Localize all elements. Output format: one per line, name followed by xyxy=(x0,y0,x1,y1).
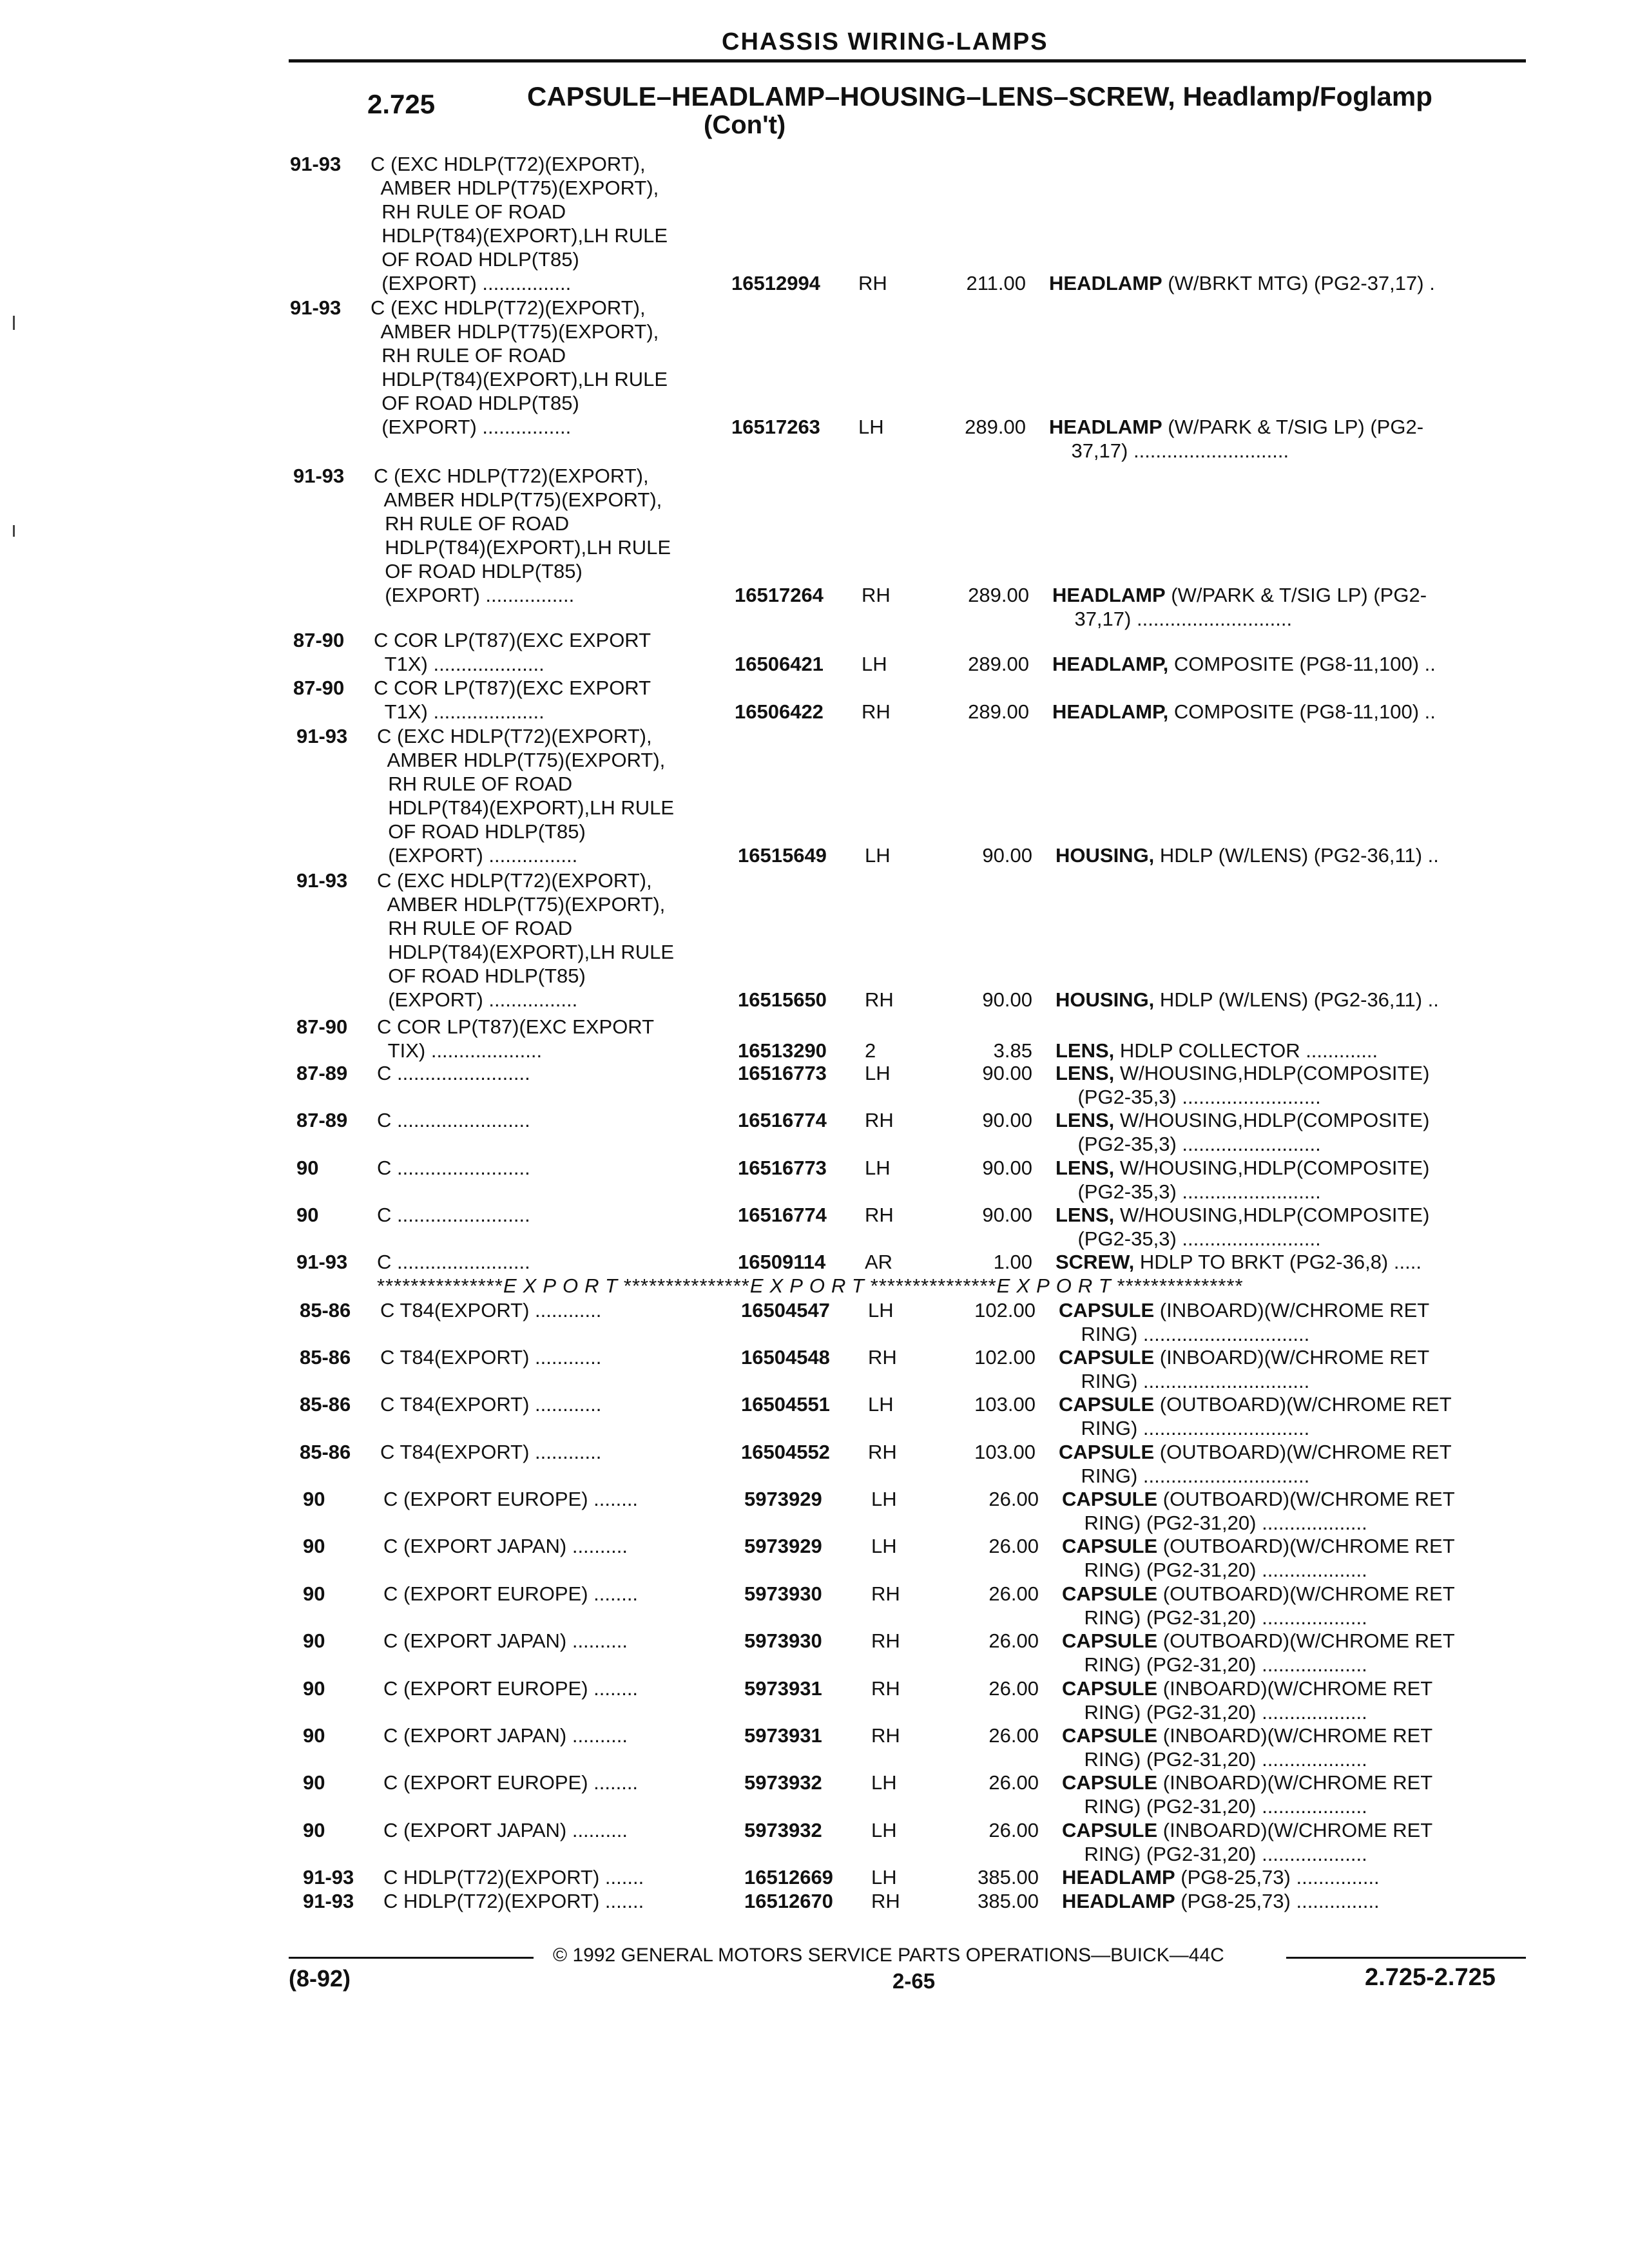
entry-description: C ........................ xyxy=(377,1204,530,1226)
entry-amount: 90.00 xyxy=(982,1204,1032,1226)
entry-amount: 385.00 xyxy=(978,1866,1039,1888)
entry-description: C (EXC HDLP(T72)(EXPORT), AMBER HDLP(T75)(EXPORT), RH RULE OF ROAD HDLP(T84)(EXPORT),LH RULE OF ROAD HDLP(T85) (EXPORT) ................ xyxy=(374,465,671,606)
footer-copyright: © 1992 GENERAL MOTORS SERVICE PARTS OPERATIONS—BUICK—44C xyxy=(553,1945,1224,1966)
entry-description: C COR LP(T87)(EXC EXPORT T1X) .................... xyxy=(374,677,651,723)
entry-years: 90 xyxy=(303,1629,325,1652)
entry-side: AR xyxy=(865,1251,893,1273)
entry-item-description xyxy=(1059,1298,1429,1346)
entry-years: 85-86 xyxy=(300,1393,351,1416)
entry-part-number: 16512670 xyxy=(744,1890,833,1912)
entry-item-name: HOUSING, xyxy=(1055,988,1155,1011)
entry-item-detail: (OUTBOARD)(W/CHROME RET RING) .............................. xyxy=(1081,1441,1452,1487)
entry-description: C T84(EXPORT) ............ xyxy=(380,1441,602,1463)
entry-item-description xyxy=(1055,843,1439,867)
entry-part-number: 16516774 xyxy=(738,1109,827,1131)
entry-years: 90 xyxy=(296,1204,319,1226)
entry-amount: 289.00 xyxy=(965,416,1026,438)
export-word-2: EXPORT xyxy=(749,1274,871,1297)
entry-part-number: 16504548 xyxy=(741,1346,830,1369)
entry-description: C T84(EXPORT) ............ xyxy=(380,1393,602,1416)
entry-description: C (EXPORT EUROPE) ........ xyxy=(383,1771,639,1794)
entry-years: 87-90 xyxy=(293,629,345,651)
entry-side: LH xyxy=(862,653,887,675)
entry-amount: 26.00 xyxy=(988,1488,1039,1510)
entry-amount: 289.00 xyxy=(968,700,1029,723)
entry-amount: 26.00 xyxy=(988,1582,1039,1605)
entry-amount: 3.85 xyxy=(993,1039,1032,1062)
entry-side: RH xyxy=(871,1724,900,1747)
entry-item-name: HEADLAMP xyxy=(1062,1866,1175,1888)
footer-rule-right xyxy=(1286,1957,1526,1959)
entry-item-name: CAPSULE xyxy=(1062,1582,1158,1605)
entry-amount: 90.00 xyxy=(982,1109,1032,1131)
entry-item-description xyxy=(1055,1108,1429,1156)
entry-side: 2 xyxy=(865,1039,876,1062)
entry-years: 85-86 xyxy=(300,1346,351,1369)
entry-description: C HDLP(T72)(EXPORT) ....... xyxy=(383,1866,644,1888)
entry-description: C (EXPORT JAPAN) .......... xyxy=(383,1724,628,1747)
entry-years: 87-90 xyxy=(296,1015,348,1038)
entry-item-detail: (W/BRKT MTG) (PG2-37,17) . xyxy=(1162,272,1435,294)
entry-description: C T84(EXPORT) ............ xyxy=(380,1346,602,1369)
entry-description: C (EXPORT EUROPE) ........ xyxy=(383,1488,639,1510)
entry-amount: 90.00 xyxy=(982,1157,1032,1179)
entry-amount: 26.00 xyxy=(988,1535,1039,1557)
export-word-3: EXPORT xyxy=(996,1274,1117,1297)
entry-item-name: HEADLAMP, xyxy=(1052,653,1169,675)
entry-item-name: CAPSULE xyxy=(1059,1346,1155,1369)
entry-item-name: CAPSULE xyxy=(1062,1724,1158,1747)
entry-side: LH xyxy=(871,1819,897,1841)
entry-years: 87-89 xyxy=(296,1109,348,1131)
entry-amount: 289.00 xyxy=(968,653,1029,675)
entry-part-number: 16516774 xyxy=(738,1204,827,1226)
entry-description: C ........................ xyxy=(377,1251,530,1273)
entry-side: RH xyxy=(858,272,887,294)
footer-section-range: 2.725-2.725 xyxy=(1365,1964,1496,1991)
export-stars-3: *************** xyxy=(870,1274,997,1297)
entry-item-name: CAPSULE xyxy=(1062,1535,1158,1557)
entry-side: LH xyxy=(871,1771,897,1794)
entry-part-number: 16509114 xyxy=(738,1251,826,1273)
entry-part-number: 16504551 xyxy=(741,1393,830,1416)
entry-item-detail: W/HOUSING,HDLP(COMPOSITE) (PG2-35,3) ......................... xyxy=(1077,1204,1430,1250)
entry-item-description xyxy=(1055,1039,1378,1062)
section-title-rest: Headlamp/Foglamp xyxy=(1175,81,1432,111)
entry-part-number: 16517263 xyxy=(731,416,820,438)
entry-side: LH xyxy=(865,1157,891,1179)
entry-item-description xyxy=(1055,1250,1422,1274)
entry-years: 90 xyxy=(303,1488,325,1510)
entry-item-description xyxy=(1055,988,1439,1012)
entry-item-description xyxy=(1062,1582,1455,1629)
entry-part-number: 16517264 xyxy=(735,584,824,606)
entry-item-description xyxy=(1059,1345,1429,1393)
entry-item-detail: COMPOSITE (PG8-11,100) .. xyxy=(1168,700,1436,723)
entry-item-detail: W/HOUSING,HDLP(COMPOSITE) (PG2-35,3) ......................... xyxy=(1077,1109,1430,1155)
entry-item-description xyxy=(1062,1771,1432,1818)
entry-amount: 103.00 xyxy=(974,1393,1036,1416)
entry-part-number: 5973930 xyxy=(744,1582,822,1605)
entry-item-name: HEADLAMP, xyxy=(1052,700,1169,723)
entry-item-description xyxy=(1049,271,1435,295)
entry-item-name: CAPSULE xyxy=(1059,1441,1155,1463)
entry-description: C COR LP(T87)(EXC EXPORT T1X) .................... xyxy=(374,629,651,675)
entry-item-name: LENS, xyxy=(1055,1062,1115,1084)
entry-item-detail: (W/PARK & T/SIG LP) (PG2- 37,17) ............................ xyxy=(1074,584,1427,630)
entry-description: C (EXC HDLP(T72)(EXPORT), AMBER HDLP(T75)(EXPORT), RH RULE OF ROAD HDLP(T84)(EXPORT),LH RULE OF ROAD HDLP(T85) (EXPORT) ................ xyxy=(371,153,668,294)
entry-side: LH xyxy=(865,1062,891,1084)
entry-years: 90 xyxy=(303,1535,325,1557)
entry-item-name: CAPSULE xyxy=(1062,1819,1158,1841)
entry-description: C (EXPORT EUROPE) ........ xyxy=(383,1582,639,1605)
page-header-title: CHASSIS WIRING-LAMPS xyxy=(722,28,1048,55)
entry-item-detail: (INBOARD)(W/CHROME RET RING) (PG2-31,20) ................... xyxy=(1084,1677,1433,1724)
entry-side: RH xyxy=(871,1629,900,1652)
entry-description: C ........................ xyxy=(377,1109,530,1131)
entry-item-detail: (OUTBOARD)(W/CHROME RET RING) (PG2-31,20) ................... xyxy=(1084,1535,1455,1581)
entry-years: 90 xyxy=(303,1582,325,1605)
entry-amount: 26.00 xyxy=(988,1724,1039,1747)
entry-item-description xyxy=(1052,700,1436,724)
entry-description: C ........................ xyxy=(377,1062,530,1084)
entry-item-detail: (INBOARD)(W/CHROME RET RING) (PG2-31,20) ................... xyxy=(1084,1771,1433,1818)
entry-item-name: CAPSULE xyxy=(1062,1677,1158,1700)
entry-side: RH xyxy=(868,1441,897,1463)
entry-side: RH xyxy=(865,1204,894,1226)
entry-item-description xyxy=(1052,652,1436,676)
entry-part-number: 16504547 xyxy=(741,1299,830,1321)
entry-part-number: 16512669 xyxy=(744,1866,833,1888)
entry-item-description xyxy=(1049,415,1423,463)
entry-side: RH xyxy=(865,1109,894,1131)
export-stars-1: *************** xyxy=(377,1274,503,1297)
entry-years: 91-93 xyxy=(296,1251,348,1273)
entry-item-name: CAPSULE xyxy=(1062,1771,1158,1794)
entry-description: C (EXC HDLP(T72)(EXPORT), AMBER HDLP(T75)(EXPORT), RH RULE OF ROAD HDLP(T84)(EXPORT),LH RULE OF ROAD HDLP(T85) (EXPORT) ................ xyxy=(377,725,675,867)
entry-side: LH xyxy=(858,416,884,438)
entry-item-name: CAPSULE xyxy=(1059,1299,1155,1321)
export-word-1: EXPORT xyxy=(503,1274,624,1297)
entry-years: 91-93 xyxy=(296,869,348,892)
entry-item-description xyxy=(1052,583,1427,631)
entry-item-detail: (OUTBOARD)(W/CHROME RET RING) (PG2-31,20) ................... xyxy=(1084,1582,1455,1629)
entry-part-number: 5973929 xyxy=(744,1535,822,1557)
entry-part-number: 16506422 xyxy=(735,700,824,723)
entry-amount: 211.00 xyxy=(966,272,1026,294)
entry-item-detail: (W/PARK & T/SIG LP) (PG2- 37,17) ............................ xyxy=(1071,416,1424,462)
entry-part-number: 5973930 xyxy=(744,1629,822,1652)
entry-amount: 26.00 xyxy=(988,1677,1039,1700)
entry-amount: 1.00 xyxy=(993,1251,1032,1273)
entry-amount: 90.00 xyxy=(982,844,1032,867)
entry-side: RH xyxy=(871,1582,900,1605)
entry-side: LH xyxy=(868,1299,894,1321)
entry-part-number: 16516773 xyxy=(738,1157,827,1179)
entry-item-detail: W/HOUSING,HDLP(COMPOSITE) (PG2-35,3) ......................... xyxy=(1077,1062,1430,1108)
entry-amount: 103.00 xyxy=(974,1441,1036,1463)
entry-item-detail: (INBOARD)(W/CHROME RET RING) (PG2-31,20) ................... xyxy=(1084,1819,1433,1865)
entry-item-detail: HDLP (W/LENS) (PG2-36,11) .. xyxy=(1154,988,1439,1011)
entry-years: 87-90 xyxy=(293,677,345,699)
entry-item-description xyxy=(1055,1061,1429,1109)
entry-item-description xyxy=(1055,1203,1429,1251)
footer-page-number: 2-65 xyxy=(892,1969,936,1993)
entry-side: RH xyxy=(868,1346,897,1369)
entry-item-detail: HDLP TO BRKT (PG2-36,8) ..... xyxy=(1134,1251,1422,1273)
entry-part-number: 5973931 xyxy=(744,1677,822,1700)
entry-years: 90 xyxy=(303,1724,325,1747)
entry-amount: 26.00 xyxy=(988,1629,1039,1652)
entry-side: LH xyxy=(871,1488,897,1510)
export-stars-2: *************** xyxy=(623,1274,750,1297)
entry-item-name: CAPSULE xyxy=(1062,1488,1158,1510)
entry-part-number: 16516773 xyxy=(738,1062,827,1084)
entry-years: 85-86 xyxy=(300,1299,351,1321)
entry-description: C (EXPORT JAPAN) .......... xyxy=(383,1629,628,1652)
entry-item-detail: (PG8-25,73) ............... xyxy=(1175,1890,1380,1912)
entry-part-number: 16515649 xyxy=(738,844,827,867)
footer-rule-left xyxy=(289,1957,534,1959)
entry-item-description xyxy=(1055,1156,1429,1204)
entry-side: LH xyxy=(871,1535,897,1557)
entry-part-number: 16504552 xyxy=(741,1441,830,1463)
entry-side: RH xyxy=(862,700,891,723)
entry-item-description xyxy=(1062,1534,1455,1582)
entry-item-detail: (INBOARD)(W/CHROME RET RING) .............................. xyxy=(1081,1346,1430,1392)
entry-description: C T84(EXPORT) ............ xyxy=(380,1299,602,1321)
entry-item-name: HEADLAMP xyxy=(1049,272,1162,294)
entry-side: LH xyxy=(871,1866,897,1888)
entry-item-detail: COMPOSITE (PG8-11,100) .. xyxy=(1168,653,1436,675)
footer-date: (8-92) xyxy=(289,1965,351,1992)
entry-item-description xyxy=(1062,1677,1432,1724)
entry-amount: 102.00 xyxy=(974,1299,1036,1321)
entry-description: C (EXPORT JAPAN) .......... xyxy=(383,1819,628,1841)
entry-side: RH xyxy=(865,988,894,1011)
entry-description: C (EXPORT JAPAN) .......... xyxy=(383,1535,628,1557)
entry-item-description xyxy=(1062,1865,1380,1889)
entry-amount: 26.00 xyxy=(988,1819,1039,1841)
entry-item-detail: (OUTBOARD)(W/CHROME RET RING) (PG2-31,20) ................... xyxy=(1084,1488,1455,1534)
entry-item-detail: W/HOUSING,HDLP(COMPOSITE) (PG2-35,3) ......................... xyxy=(1077,1157,1430,1203)
entry-item-name: CAPSULE xyxy=(1059,1393,1155,1416)
entry-amount: 26.00 xyxy=(988,1771,1039,1794)
entry-item-name: LENS, xyxy=(1055,1109,1115,1131)
entry-years: 91-93 xyxy=(303,1866,354,1888)
entry-item-description xyxy=(1062,1629,1455,1677)
entry-item-name: LENS, xyxy=(1055,1157,1115,1179)
entry-part-number: 5973932 xyxy=(744,1819,822,1841)
entry-description: C HDLP(T72)(EXPORT) ....... xyxy=(383,1890,644,1912)
entry-years: 90 xyxy=(296,1157,319,1179)
entry-item-detail: HDLP (W/LENS) (PG2-36,11) .. xyxy=(1154,844,1439,867)
entry-part-number: 16513290 xyxy=(738,1039,827,1062)
entry-years: 90 xyxy=(303,1677,325,1700)
entry-part-number: 5973932 xyxy=(744,1771,822,1794)
entry-description: C (EXC HDLP(T72)(EXPORT), AMBER HDLP(T75)(EXPORT), RH RULE OF ROAD HDLP(T84)(EXPORT),LH RULE OF ROAD HDLP(T85) (EXPORT) ................ xyxy=(371,296,668,438)
entry-item-name: LENS, xyxy=(1055,1204,1115,1226)
entry-item-detail: (OUTBOARD)(W/CHROME RET RING) (PG2-31,20) ................... xyxy=(1084,1629,1455,1676)
entry-item-detail: (INBOARD)(W/CHROME RET RING) (PG2-31,20) ................... xyxy=(1084,1724,1433,1771)
section-number: 2.725 xyxy=(367,89,436,119)
entry-item-name: HOUSING, xyxy=(1055,844,1155,867)
entry-years: 90 xyxy=(303,1771,325,1794)
entry-description: C (EXC HDLP(T72)(EXPORT), AMBER HDLP(T75)(EXPORT), RH RULE OF ROAD HDLP(T84)(EXPORT),LH RULE OF ROAD HDLP(T85) (EXPORT) ................ xyxy=(377,869,675,1011)
entry-item-detail: (INBOARD)(W/CHROME RET RING) .............................. xyxy=(1081,1299,1430,1345)
entry-part-number: 16506421 xyxy=(735,653,824,675)
entry-item-description xyxy=(1062,1724,1432,1771)
entry-years: 87-89 xyxy=(296,1062,348,1084)
entry-part-number: 5973929 xyxy=(744,1488,822,1510)
entry-amount: 102.00 xyxy=(974,1346,1036,1369)
entry-side: LH xyxy=(868,1393,894,1416)
entry-item-detail: (PG8-25,73) ............... xyxy=(1175,1866,1380,1888)
entry-item-description xyxy=(1062,1889,1380,1913)
entry-part-number: 16515650 xyxy=(738,988,827,1011)
entry-description: C ........................ xyxy=(377,1157,530,1179)
margin-mark xyxy=(13,525,15,537)
entry-years: 91-93 xyxy=(293,465,345,487)
entry-item-description xyxy=(1059,1440,1452,1488)
entry-side: RH xyxy=(862,584,891,606)
entry-part-number: 16512994 xyxy=(731,272,820,294)
entry-side: LH xyxy=(865,844,891,867)
entry-years: 90 xyxy=(303,1819,325,1841)
entry-part-number: 5973931 xyxy=(744,1724,822,1747)
entry-years: 91-93 xyxy=(290,153,342,175)
entry-item-detail: HDLP COLLECTOR ............. xyxy=(1114,1039,1378,1062)
entry-item-description xyxy=(1062,1487,1455,1535)
entry-item-name: LENS, xyxy=(1055,1039,1115,1062)
entry-item-description xyxy=(1062,1818,1432,1866)
entry-description: C COR LP(T87)(EXC EXPORT TIX) .................... xyxy=(377,1015,655,1062)
entry-amount: 90.00 xyxy=(982,988,1032,1011)
margin-mark xyxy=(13,316,15,330)
entry-years: 91-93 xyxy=(296,725,348,747)
entry-item-name: CAPSULE xyxy=(1062,1629,1158,1652)
entry-years: 85-86 xyxy=(300,1441,351,1463)
entry-item-name: HEADLAMP xyxy=(1052,584,1166,606)
entry-years: 91-93 xyxy=(290,296,342,319)
entry-amount: 289.00 xyxy=(968,584,1029,606)
entry-item-name: HEADLAMP xyxy=(1062,1890,1175,1912)
export-stars-4: *************** xyxy=(1117,1274,1244,1297)
entry-item-description xyxy=(1059,1392,1452,1440)
entry-amount: 385.00 xyxy=(978,1890,1039,1912)
entry-item-detail: (OUTBOARD)(W/CHROME RET RING) .............................. xyxy=(1081,1393,1452,1439)
export-divider xyxy=(377,1274,1244,1298)
entry-item-name: HEADLAMP xyxy=(1049,416,1162,438)
entry-side: RH xyxy=(871,1677,900,1700)
entry-description: C (EXPORT EUROPE) ........ xyxy=(383,1677,639,1700)
section-continued: (Con't) xyxy=(704,111,786,139)
section-title-bold: CAPSULE–HEADLAMP–HOUSING–LENS–SCREW, xyxy=(527,81,1175,111)
entry-amount: 90.00 xyxy=(982,1062,1032,1084)
entry-side: RH xyxy=(871,1890,900,1912)
entry-years: 91-93 xyxy=(303,1890,354,1912)
entry-item-name: SCREW, xyxy=(1055,1251,1135,1273)
